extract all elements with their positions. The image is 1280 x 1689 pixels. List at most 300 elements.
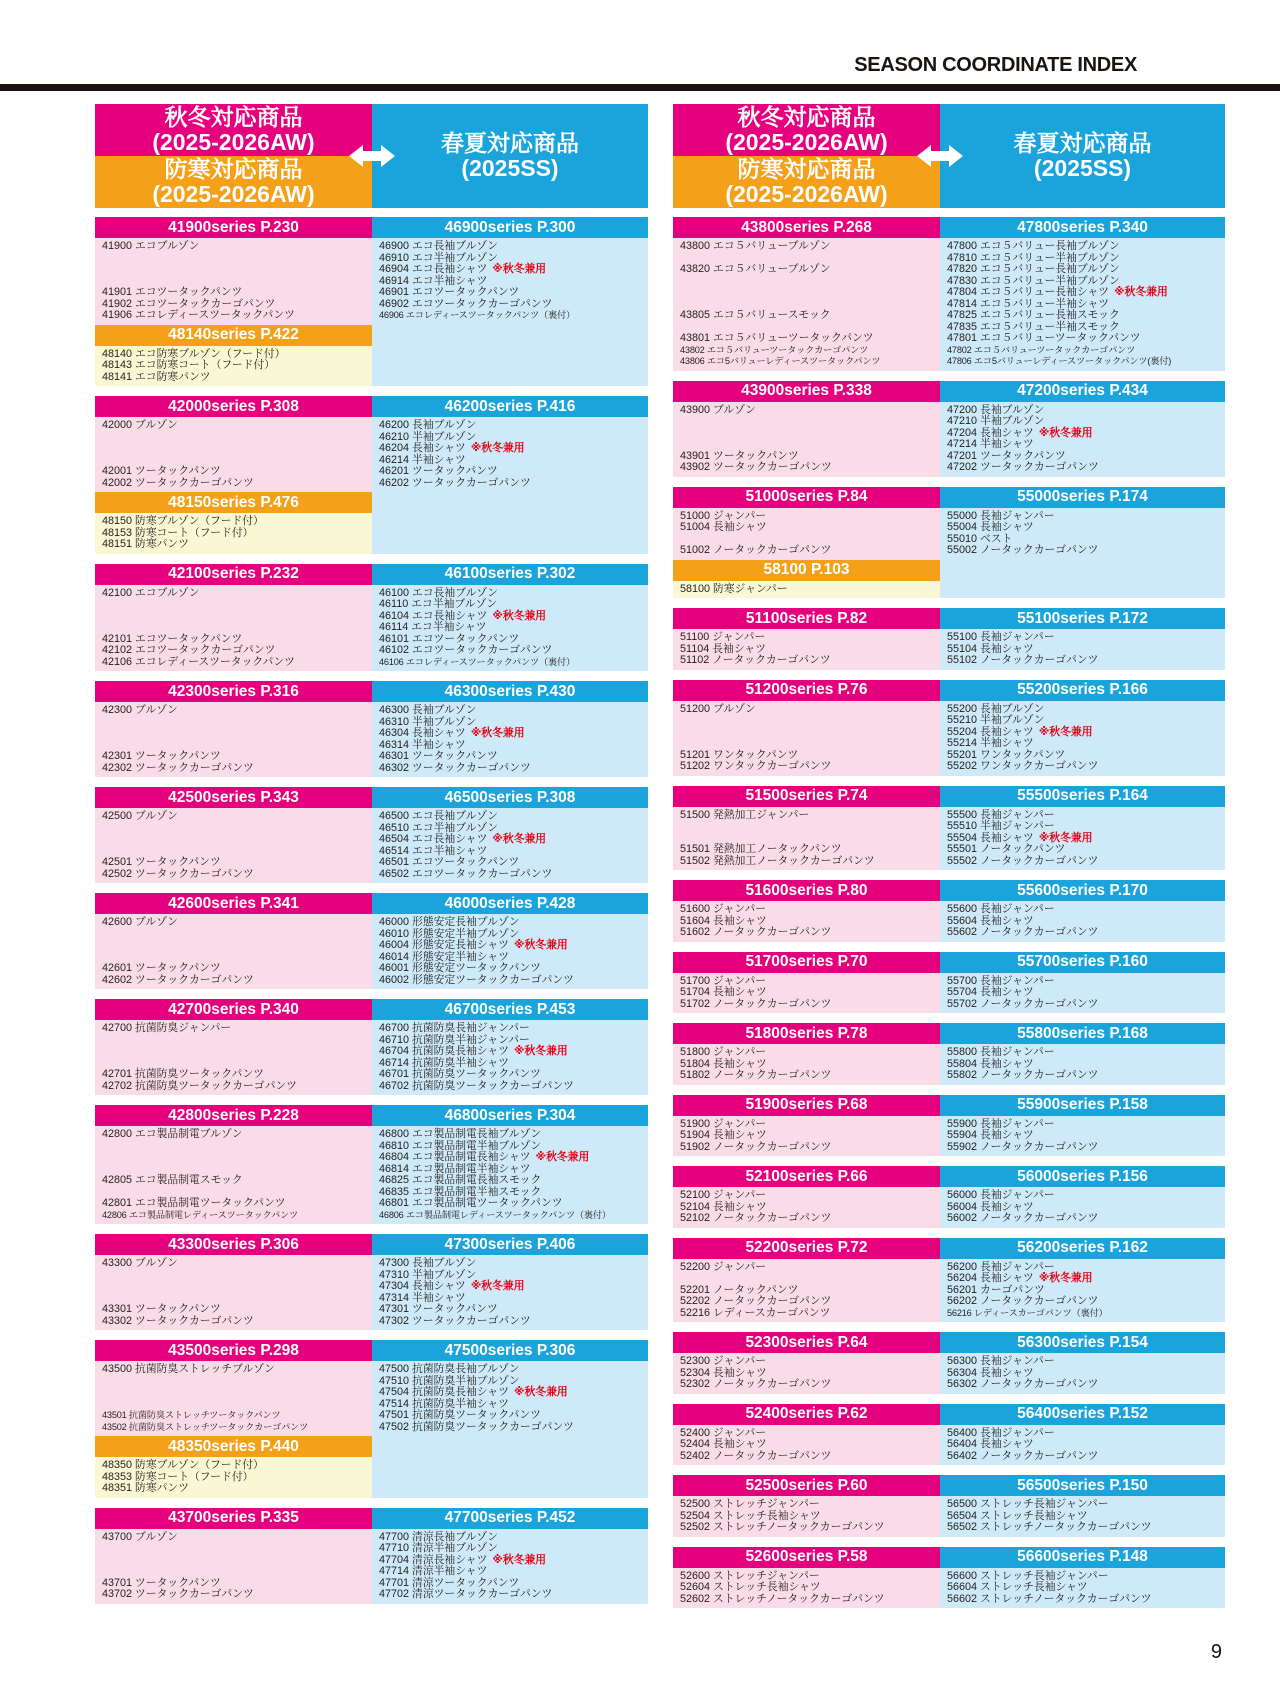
- item-name: 抗菌防臭長袖シャツ: [412, 1045, 509, 1057]
- item-row: [102, 539, 372, 551]
- aw-item-list: [95, 808, 372, 883]
- item-code: 55800: [947, 1046, 978, 1058]
- item-code: 46801: [379, 1197, 410, 1209]
- item-row: [379, 1210, 648, 1222]
- item-row: [102, 975, 372, 987]
- ss-subcolumn: [372, 787, 648, 883]
- item-code: 48353: [102, 1470, 133, 1483]
- item-row: [680, 264, 940, 276]
- aw-item-list: [673, 1353, 940, 1394]
- item-name: エコブルゾン: [135, 240, 200, 252]
- ss-item-list: [940, 629, 1225, 670]
- item-name: ベスト: [980, 532, 1013, 545]
- item-code: 55102: [947, 654, 978, 666]
- series-group: [673, 1332, 1225, 1394]
- item-name: エコ５バリュースモック: [713, 309, 831, 321]
- item-name: 抗菌防臭ストレッチブルゾン: [135, 1363, 275, 1375]
- index-content: [0, 104, 1280, 1618]
- series-group: [95, 681, 648, 777]
- item-name: 形態安定ツータックカーゴパンツ: [412, 973, 574, 986]
- item-name: 半袖シャツ: [412, 453, 466, 466]
- item-row: [680, 999, 940, 1011]
- ss-subcolumn: [372, 396, 648, 554]
- item-name: 半袖ブルゾン: [412, 430, 477, 443]
- aw-item-list: [95, 1020, 372, 1095]
- item-code: 42106: [102, 655, 133, 668]
- item-row: [102, 1210, 372, 1222]
- item-row: [102, 705, 372, 717]
- item-name: ストレッチノータックカーゴパンツ: [713, 1592, 885, 1605]
- item-name: ツータックカーゴパンツ: [135, 476, 254, 489]
- legend-aw-year: (2025-2026AW): [725, 129, 888, 155]
- aw-item-list: [95, 1361, 372, 1436]
- item-row: [680, 761, 940, 773]
- item-code: 55201: [947, 748, 978, 761]
- aw-series-header: 51200series P.76: [673, 680, 940, 701]
- aw-series-header: 52600series P.58: [673, 1547, 940, 1568]
- item-name: エコ５バリュー半袖スモック: [980, 320, 1120, 333]
- item-name: 長袖シャツ: [412, 727, 466, 739]
- item-row: [680, 655, 940, 667]
- aw-series-header: 43500series P.298: [95, 1340, 372, 1361]
- legend-winter-label: 防寒対応商品: [737, 156, 876, 182]
- item-code: 46902: [379, 297, 410, 310]
- item-row: [680, 1594, 940, 1606]
- item-name: 長袖シャツ: [980, 1366, 1034, 1379]
- item-row: [102, 588, 372, 600]
- item-name: 長袖ジャンパー: [980, 1189, 1055, 1201]
- item-name: 長袖ジャンパー: [980, 1355, 1055, 1367]
- item-name: 抗菌防臭ツータックパンツ: [412, 1409, 541, 1421]
- item-code: 46704: [379, 1045, 410, 1057]
- ss-series-header: 47300series P.406: [372, 1234, 648, 1255]
- item-name: 半袖ブルゾン: [980, 714, 1045, 726]
- item-name: エコ製品制電スモック: [135, 1174, 243, 1186]
- item-code: 46104: [379, 609, 410, 622]
- series-group: [673, 217, 1225, 371]
- ss-item-list: [372, 1126, 648, 1224]
- item-code: 47302: [379, 1314, 410, 1327]
- ss-item-list: [372, 1255, 648, 1330]
- series-group: [673, 952, 1225, 1014]
- item-code: 46114: [379, 621, 409, 633]
- item-code: 46504: [379, 833, 410, 845]
- item-row: [102, 869, 372, 881]
- item-code: 47204: [947, 426, 978, 439]
- aw-series-header: 43900series P.338: [673, 381, 940, 402]
- item-code: 42601: [102, 962, 133, 974]
- item-name: エコ５バリューブルゾン: [713, 263, 831, 275]
- series-group: [673, 1095, 1225, 1157]
- item-name: ノータックカーゴパンツ: [980, 1212, 1099, 1224]
- item-code: 52216: [680, 1306, 711, 1319]
- item-row: [947, 655, 1225, 667]
- item-name: エコツータックパンツ: [135, 632, 243, 645]
- series-group: [673, 786, 1225, 871]
- item-code: 52304: [680, 1366, 711, 1379]
- item-name: エコ長袖シャツ: [412, 833, 488, 845]
- item-name: ブルゾン: [135, 916, 178, 928]
- item-code: 47804: [947, 286, 978, 298]
- item-code: 46000: [379, 916, 410, 928]
- aw-subcolumn: [95, 1105, 372, 1224]
- item-code: 55210: [947, 714, 978, 726]
- item-name: 長袖ブルゾン: [412, 1257, 477, 1269]
- item-row: [680, 1213, 940, 1225]
- aw-item-list: [673, 701, 940, 776]
- item-name: エコツータックカーゴパンツ: [135, 644, 276, 656]
- aw-subcolumn: [95, 787, 372, 883]
- item-code: 46835: [379, 1185, 410, 1198]
- item-code: 46510: [379, 821, 410, 834]
- ss-item-list: [940, 508, 1225, 599]
- item-name: 長袖シャツ: [980, 1438, 1034, 1450]
- item-name: エコ５バリュー半袖ブルゾン: [980, 274, 1120, 287]
- series-group: [673, 880, 1225, 942]
- item-name: ノータックカーゴパンツ: [980, 1378, 1099, 1390]
- ss-series-header: 46700series P.453: [372, 999, 648, 1020]
- item-name: ブルゾン: [135, 1530, 178, 1543]
- series-group: [95, 564, 648, 672]
- item-code: 51202: [680, 760, 711, 772]
- item-code: 46204: [379, 442, 410, 454]
- aw-subcolumn: [95, 564, 372, 672]
- item-name: レディースカーゴパンツ: [713, 1306, 831, 1319]
- aw-series-header: 42700series P.340: [95, 999, 372, 1020]
- page-header: [0, 0, 1280, 91]
- item-code: 55802: [947, 1069, 978, 1081]
- item-row: [379, 1081, 648, 1093]
- aw-item-list: [95, 417, 372, 492]
- item-code: 52600: [680, 1569, 711, 1582]
- item-name: 長袖シャツ: [713, 986, 767, 998]
- item-name: エコ防寒ブルゾン（フード付）: [135, 347, 286, 360]
- item-name: ジャンパー: [713, 903, 767, 915]
- item-name: ストレッチ長袖ジャンパー: [980, 1569, 1109, 1582]
- aw-series-header: 42000series P.308: [95, 396, 372, 417]
- item-name: ツータックカーゴパンツ: [135, 973, 254, 986]
- aw-subcolumn: [95, 217, 372, 386]
- item-code: 48140: [102, 347, 133, 360]
- ss-series-header: 47500series P.306: [372, 1340, 648, 1361]
- aw-series-header: 52200series P.72: [673, 1238, 940, 1259]
- item-row: [379, 1198, 648, 1210]
- ss-item-list: [372, 702, 648, 777]
- item-name: 半袖シャツ: [980, 737, 1034, 749]
- item-name: 長袖シャツ: [980, 1129, 1034, 1141]
- item-row: [680, 584, 940, 596]
- dual-season-note: ※秋冬兼用: [514, 939, 568, 951]
- item-row: [680, 1379, 940, 1391]
- aw-series-header: 51100series P.82: [673, 608, 940, 629]
- item-code: 46001: [379, 962, 410, 974]
- item-row: [680, 356, 940, 368]
- item-name: 長袖シャツ: [412, 442, 466, 454]
- item-name: ストレッチノータックカーゴパンツ: [713, 1521, 885, 1533]
- item-name: ツータックパンツ: [135, 856, 221, 868]
- item-row: [379, 310, 648, 322]
- item-name: 抗菌防臭ツータックカーゴパンツ: [135, 1079, 297, 1092]
- series-group: [673, 1023, 1225, 1085]
- aw-series-header: 43800series P.268: [673, 217, 940, 238]
- item-name: ノータックカーゴパンツ: [980, 926, 1099, 938]
- item-row: [102, 1422, 372, 1434]
- item-name: 長袖ジャンパー: [980, 974, 1055, 987]
- aw-series-header: 42300series P.316: [95, 681, 372, 702]
- item-code: 47835: [947, 320, 978, 333]
- item-row: [680, 715, 940, 727]
- item-name: 抗菌防臭ストレッチツータックパンツ: [128, 1410, 281, 1420]
- item-row: [102, 717, 372, 729]
- item-row: [680, 927, 940, 939]
- series-group: [673, 381, 1225, 477]
- dual-season-note: ※秋冬兼用: [470, 442, 525, 454]
- index-column-right: [673, 104, 1225, 1618]
- item-code: 42800: [102, 1128, 133, 1140]
- item-name: 防寒コート（フード付）: [135, 1470, 254, 1483]
- item-name: 抗菌防臭ツータックカーゴパンツ: [412, 1420, 574, 1433]
- item-code: 52201: [680, 1283, 711, 1296]
- item-code: 46901: [379, 286, 410, 298]
- aw-subcolumn: [673, 217, 940, 371]
- item-code: 51602: [680, 926, 711, 938]
- item-code: 46314: [379, 738, 410, 751]
- item-name: 長袖シャツ: [713, 914, 767, 927]
- series-group: [95, 217, 648, 386]
- series-group: [95, 1234, 648, 1330]
- item-row: [680, 1308, 940, 1320]
- item-code: 47704: [379, 1553, 410, 1566]
- item-name: エコレディースツータックパンツ（裏付）: [405, 656, 575, 667]
- item-name: 長袖ジャンパー: [980, 808, 1055, 821]
- item-name: 長袖シャツ: [713, 1438, 767, 1450]
- item-name: 清涼ツータックパンツ: [412, 1576, 520, 1589]
- item-row: [102, 372, 372, 384]
- item-name: ツータックパンツ: [412, 1303, 498, 1315]
- item-code: 51200: [680, 702, 711, 715]
- ss-subcolumn: [372, 1234, 648, 1330]
- item-row: [102, 1046, 372, 1058]
- item-code: 43800: [680, 240, 711, 252]
- item-name: 防寒ブルゾン（フード付）: [135, 1459, 264, 1471]
- item-code: 43805: [680, 309, 711, 321]
- item-code: 56204: [947, 1272, 978, 1284]
- item-code: 46806: [379, 1209, 404, 1220]
- ss-series-header: 46000series P.428: [372, 893, 648, 914]
- item-code: 55902: [947, 1140, 978, 1153]
- item-row: [680, 333, 940, 345]
- item-code: 55700: [947, 974, 978, 987]
- item-code: 55900: [947, 1117, 978, 1130]
- dual-season-note: ※秋冬兼用: [1038, 831, 1093, 844]
- item-code: 47700: [379, 1530, 410, 1543]
- aw-item-list: [673, 238, 940, 371]
- item-name: エコ５バリュー長袖ブルゾン: [980, 263, 1120, 275]
- item-code: 46702: [379, 1079, 410, 1092]
- item-row: [947, 333, 1225, 345]
- item-code: 52100: [680, 1189, 711, 1201]
- legend-winter-year: (2025-2026AW): [725, 181, 888, 207]
- item-row: [947, 356, 1225, 368]
- item-row: [680, 1451, 940, 1463]
- item-code: 46502: [379, 867, 410, 880]
- dual-season-note: ※秋冬兼用: [514, 1386, 568, 1398]
- item-code: 47514: [379, 1397, 410, 1410]
- item-code: 52604: [680, 1581, 711, 1593]
- item-code: 42500: [102, 810, 133, 822]
- item-row: [680, 310, 940, 322]
- item-row: [102, 1152, 372, 1164]
- legend-ss-box: [940, 104, 1225, 208]
- item-name: ブルゾン: [713, 403, 756, 416]
- legend-aw-box: [95, 104, 372, 156]
- item-code: 42701: [102, 1068, 133, 1080]
- item-code: 52500: [680, 1498, 711, 1510]
- item-name: エコ半袖ブルゾン: [412, 821, 498, 834]
- ss-subcolumn: [940, 786, 1225, 871]
- ss-series-header: 56200series P.162: [940, 1238, 1225, 1259]
- ss-series-header: 55600series P.170: [940, 880, 1225, 901]
- item-name: ジャンパー: [713, 1046, 767, 1058]
- item-code: 56304: [947, 1366, 978, 1379]
- item-name: 形態安定ツータックパンツ: [412, 962, 541, 974]
- item-name: 長袖ブルゾン: [980, 403, 1045, 416]
- ss-item-list: [940, 1496, 1225, 1537]
- item-row: [947, 1296, 1225, 1308]
- item-code: 43302: [102, 1314, 133, 1327]
- item-row: [947, 1308, 1225, 1320]
- item-row: [680, 1070, 940, 1082]
- item-name: 長袖シャツ: [980, 521, 1034, 533]
- item-name: 長袖シャツ: [980, 426, 1034, 439]
- item-row: [102, 611, 372, 623]
- aw-series-header: 51800series P.78: [673, 1023, 940, 1044]
- item-row: [379, 763, 648, 775]
- dual-season-note: ※秋冬兼用: [470, 1280, 525, 1292]
- legend-ss-label: 春夏対応商品: [1013, 130, 1152, 156]
- aw-series-header: 51700series P.70: [673, 952, 940, 973]
- ss-item-list: [940, 1116, 1225, 1157]
- item-code: 46906: [379, 310, 404, 320]
- item-name: エコ５バリューツータックカーゴパンツ: [706, 344, 869, 355]
- item-row: [102, 1555, 372, 1567]
- item-code: 51700: [680, 974, 711, 987]
- item-name: ツータックパンツ: [713, 449, 799, 462]
- item-name: ワンタックカーゴパンツ: [980, 760, 1099, 772]
- aw-subcolumn: [673, 1332, 940, 1394]
- item-code: 46825: [379, 1174, 410, 1186]
- winter-item-list: [95, 1457, 372, 1498]
- dual-season-note: ※秋冬兼用: [492, 609, 547, 622]
- item-code: 46500: [379, 810, 410, 822]
- series-group: [673, 1166, 1225, 1228]
- item-code: 56202: [947, 1295, 978, 1307]
- aw-subcolumn: [95, 681, 372, 777]
- item-name: 抗菌防臭半袖シャツ: [412, 1056, 509, 1069]
- item-code: 47300: [379, 1257, 410, 1269]
- item-code: 51104: [680, 642, 710, 655]
- item-row: [102, 1543, 372, 1555]
- item-row: [680, 545, 940, 557]
- item-name: ジャンパー: [713, 1355, 767, 1367]
- item-name: エコブルゾン: [135, 586, 200, 599]
- item-row: [680, 416, 940, 428]
- item-code: 42501: [102, 856, 133, 868]
- item-code: 56201: [947, 1283, 978, 1296]
- item-code: 47502: [379, 1420, 410, 1433]
- ss-item-list: [372, 914, 648, 989]
- item-code: 52502: [680, 1521, 711, 1533]
- item-code: 51000: [680, 509, 711, 522]
- item-row: [102, 1198, 372, 1210]
- item-name: 半袖シャツ: [412, 1291, 466, 1304]
- item-name: エコツータックパンツ: [412, 856, 520, 868]
- item-name: ノータックカーゴパンツ: [713, 1212, 832, 1224]
- item-code: 43500: [102, 1363, 133, 1375]
- ss-subcolumn: [940, 1238, 1225, 1323]
- ss-subcolumn: [372, 1105, 648, 1224]
- item-name: カーゴパンツ: [980, 1283, 1045, 1296]
- item-name: 長袖シャツ: [980, 986, 1034, 998]
- item-name: エコ製品制電ツータックパンツ: [412, 1197, 563, 1209]
- item-code: 46301: [379, 750, 410, 762]
- aw-subcolumn: [673, 381, 940, 477]
- ss-series-header: 55500series P.164: [940, 786, 1225, 807]
- ss-item-list: [372, 1020, 648, 1095]
- item-code: 46300: [379, 704, 410, 716]
- item-row: [379, 975, 648, 987]
- aw-subcolumn: [95, 1340, 372, 1498]
- item-code: 55100: [947, 631, 978, 643]
- item-name: エコ５バリューブルゾン: [713, 240, 831, 252]
- item-code: 47500: [379, 1363, 410, 1375]
- item-name: 発熱加工ジャンパー: [713, 808, 810, 821]
- ss-subcolumn: [940, 680, 1225, 776]
- item-row: [947, 1522, 1225, 1534]
- aw-series-header: 42800series P.228: [95, 1105, 372, 1126]
- item-code: 43502: [102, 1421, 127, 1432]
- item-name: 形態安定長袖シャツ: [412, 939, 509, 951]
- ss-series-header: 56400series P.152: [940, 1404, 1225, 1425]
- item-name: 長袖ジャンパー: [980, 903, 1055, 915]
- item-code: 42806: [102, 1209, 127, 1220]
- item-code: 56000: [947, 1189, 978, 1201]
- aw-item-list: [95, 585, 372, 672]
- item-code: 47202: [947, 461, 978, 473]
- item-code: 56400: [947, 1426, 978, 1439]
- item-row: [680, 1522, 940, 1534]
- item-name: ジャンパー: [713, 1426, 767, 1439]
- item-code: 46014: [379, 950, 410, 963]
- legend-winter-box: [673, 156, 940, 208]
- item-name: 長袖シャツ: [980, 725, 1034, 738]
- item-row: [102, 310, 372, 322]
- item-row: [680, 287, 940, 299]
- item-name: ツータックカーゴパンツ: [412, 476, 531, 489]
- item-code: 46700: [379, 1022, 410, 1034]
- item-name: エコ半袖シャツ: [412, 274, 488, 287]
- ss-series-header: 56300series P.154: [940, 1332, 1225, 1353]
- item-name: 半袖ブルゾン: [412, 1268, 477, 1281]
- item-name: ノータックカーゴパンツ: [980, 1140, 1099, 1153]
- item-name: エコ長袖シャツ: [412, 609, 488, 622]
- item-code: 51802: [680, 1069, 711, 1081]
- item-name: ストレッチノータックカーゴパンツ: [980, 1521, 1152, 1533]
- item-code: 42502: [102, 867, 133, 880]
- item-code: 51002: [680, 544, 711, 556]
- aw-item-list: [673, 1568, 940, 1609]
- item-row: [947, 927, 1225, 939]
